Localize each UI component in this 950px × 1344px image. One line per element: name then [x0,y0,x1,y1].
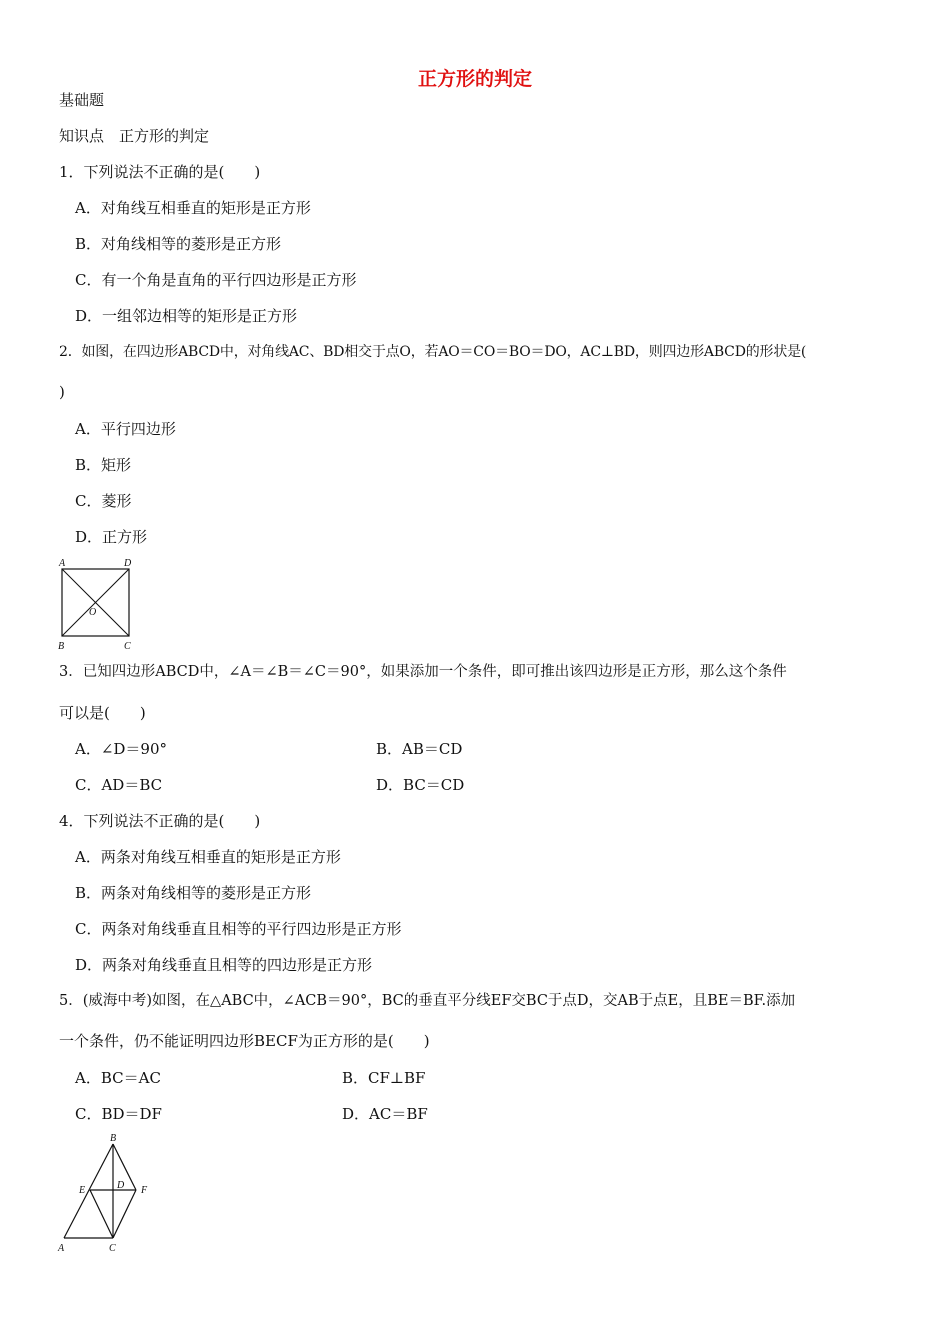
q1-option-a: A．对角线互相垂直的矩形是正方形 [75,199,311,217]
label-c: C [124,641,131,652]
q2-stem-line1: 2．如图，在四边形ABCD中，对角线AC、BD相交于点O，若AO＝CO＝BO＝DO，AC⊥BD，则四边形ABCD的形状是( [59,344,807,360]
q4-option-d: D．两条对角线垂直且相等的四边形是正方形 [75,956,373,974]
q2-option-b: B．矩形 [75,456,132,474]
q5-option-b: B．CF⊥BF [342,1069,426,1087]
q2-option-a: A．平行四边形 [75,420,176,438]
q2-option-d: D．正方形 [75,528,148,546]
q3-option-c: C．AD＝BC [75,776,163,794]
segment-ec [90,1190,113,1238]
q4-option-b: B．两条对角线相等的菱形是正方形 [75,884,312,902]
label-e: E [79,1185,86,1196]
label-b: B [110,1133,117,1144]
q5-stem-line1: 5．(威海中考)如图，在△ABC中，∠ACB＝90°，BC的垂直平分线EF交BC于点D，交AB于点E，且BE＝BF.添加 [59,993,796,1009]
label-a: A [59,558,66,569]
q3-stem-line2: 可以是( ) [59,704,146,722]
q1-stem: 1．下列说法不正确的是( ) [59,163,261,181]
q4-option-c: C．两条对角线垂直且相等的平行四边形是正方形 [75,920,402,938]
q5-option-c: C．BD＝DF [75,1105,162,1123]
label-c: C [109,1243,116,1254]
q1-option-c: C．有一个角是直角的平行四边形是正方形 [75,271,357,289]
q5-stem-line2: 一个条件，仍不能证明四边形BECF为正方形的是( ) [59,1032,430,1050]
q3-option-d: D．BC＝CD [376,776,465,794]
label-d: D [117,1180,125,1191]
square-diagram [56,556,138,652]
q3-stem-line1: 3．已知四边形ABCD中，∠A＝∠B＝∠C＝90°，如果添加一个条件，即可推出该四边形是正方形，那么这个条件 [59,664,787,680]
q2-option-c: C．菱形 [75,492,132,510]
q1-option-d: D．一组邻边相等的矩形是正方形 [75,307,298,325]
label-b: B [58,641,65,652]
q4-stem: 4．下列说法不正确的是( ) [59,812,261,830]
label-f: F [141,1185,148,1196]
q1-option-b: B．对角线相等的菱形是正方形 [75,235,282,253]
q3-option-a: A．∠D＝90° [75,740,168,758]
section-heading: 基础题 [59,91,105,109]
q5-option-d: D．AC＝BF [342,1105,428,1123]
topic-heading: 知识点 正方形的判定 [59,127,210,145]
q2-stem-line2: ) [59,383,65,401]
label-d: D [124,558,132,569]
label-o: O [89,607,97,618]
page-title: 正方形的判定 [417,68,532,90]
q3-option-b: B．AB＝CD [376,740,463,758]
label-a: A [58,1243,65,1254]
q5-option-a: A．BC＝AC [75,1069,161,1087]
triangle-diagram [54,1130,164,1256]
segment-fc [113,1190,136,1238]
q4-option-a: A．两条对角线互相垂直的矩形是正方形 [75,848,341,866]
